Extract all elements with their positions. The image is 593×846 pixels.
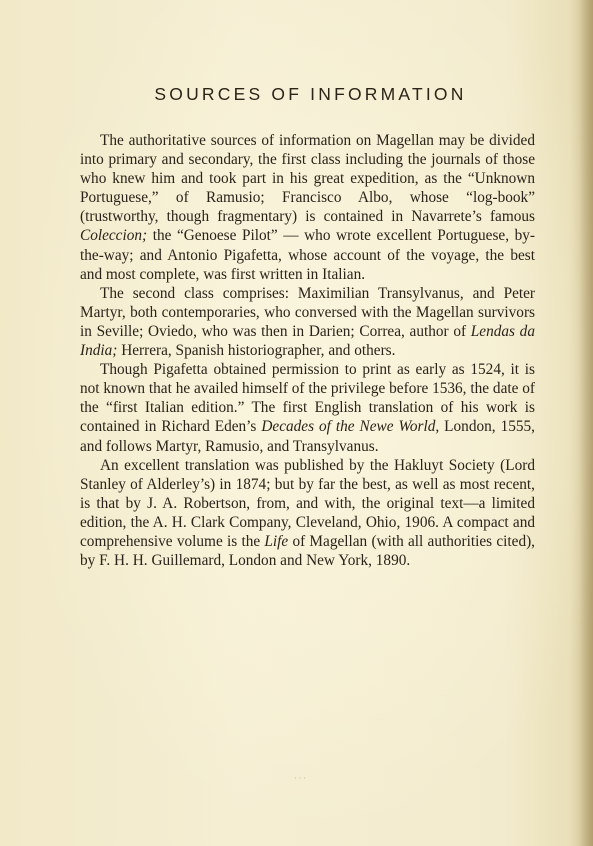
text-run: of Magellan (with all authorities cited), by F. H. H. Guillemard, London and New York, 1890. [80, 532, 536, 570]
paragraph-2 [80, 284, 535, 360]
italic-title-text: Coleccion; [80, 227, 148, 245]
page-title: SOURCES OF INFORMATION [154, 84, 467, 104]
paragraph-4 [80, 456, 535, 571]
italic-title-text: Life [264, 532, 289, 550]
text-run: the “Genoese Pilot” — who wrote excellent Portuguese, by-the-way; and Antonio Pigafetta, whose account of the voyage, the best and most complete, was first written in Italian. [80, 227, 535, 283]
text-run: London, 1555, and follows Martyr, Ramusio, and Transylvanus. [80, 418, 535, 455]
text-run: Herrera, Spanish historiographer, and others. [117, 342, 396, 360]
italic-title-text: Lendas da India; [80, 322, 535, 360]
text-run: An excellent translation was published by the Hakluyt Society (Lord Stanley of Alderley’s) in 1874; but by far the best, as well as most recent, is that by J. A. Robertson, from, and with, the original text—a limited edition, the A. H. Clark Company, Cleveland, Ohio, 1906. A compact and comprehensive volume is the [80, 456, 535, 550]
page-ornament: · · · [294, 774, 306, 783]
text-run: The authoritative sources of information on Magellan may be divided into primary and secondary, the first class including the journals of those who knew him and took part in his great expedition, as the “Unknown Portuguese,” of Ramusio; Francisco Albo, whose “log-book” (trustworthy, though fragmentary) is contained in Navarrete’s famous [80, 132, 535, 226]
italic-title-text: Decades of the Newe World, [261, 418, 440, 436]
page-edge-shadow [579, 0, 593, 846]
paragraph-1 [80, 131, 535, 284]
paragraph-3 [80, 360, 535, 455]
text-run: The second class comprises: Maximilian Transylvanus, and Peter Martyr, both contemporaries, who conversed with the Magellan survivors in Seville; Oviedo, who was then in Darien; Correa, author of [80, 284, 535, 340]
text-run: Though Pigafetta obtained permission to print as early as 1524, it is not known that he availed himself of the privilege before 1536, the date of the “first Italian edition.” The first English translation of his work is contained in Richard Eden’s [80, 361, 535, 436]
body-text [80, 131, 535, 570]
